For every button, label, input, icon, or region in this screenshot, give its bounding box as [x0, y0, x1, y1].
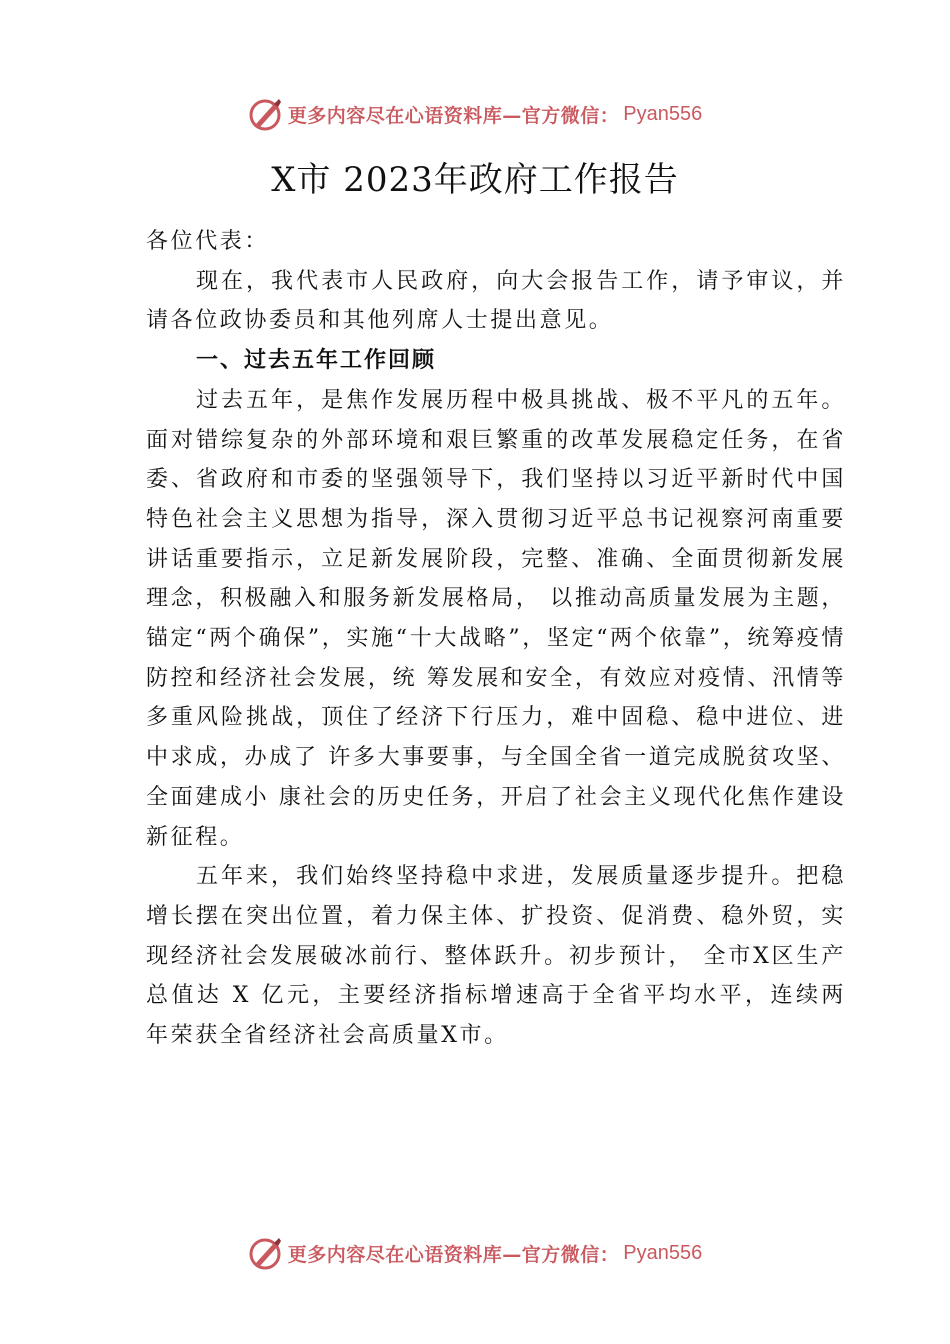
- banner-text: 更多内容尽在心语资料库—官方微信：: [287, 104, 620, 127]
- section-heading: 一、过去五年工作回顾: [196, 348, 437, 374]
- salutation: 各位代表：: [146, 229, 270, 254]
- footer-watermark-banner: [0, 1233, 950, 1273]
- banner-text: 更多内容尽在心语资料库—官方微信：: [287, 1243, 620, 1266]
- intro-paragraph: 现在，我代表市人民政府，向大会报告工作，请予审议，并请各位政协委员和其他列席人士提出意见。: [146, 268, 846, 334]
- pen-logo-icon: [248, 1235, 284, 1271]
- banner-wechat-id: Pyan556: [623, 102, 703, 125]
- header-watermark-banner: [0, 94, 950, 134]
- document-body: [146, 222, 846, 1056]
- review-paragraph: 过去五年，是焦作发展历程中极具挑战、极不平凡的五年。面对错综复杂的外部环境和艰巨繁重的改革发展稳定任务，在省委、省政府和市委的坚强领导下，我们坚持以习近平新时代中国特色社会主义思想为指导，深入贯彻习近平总书记视察河南重要讲话重要指示，立足新发展阶段，完整、准确、全面贯彻新发展理念，积极融入和服务新发展格局， 以推动高质量发展为主题，锚定“两个确保”，实施“十大战略”，坚定“两个依靠”，统筹疫情防控和经济社会发展，统 筹发展和安全，有效应对疫情、汛情等多重风险挑战，顶住了经济下行压力，难中固稳、稳中进位、进中求成，办成了 许多大事要事，与全国全省一道完成脱贫攻坚、全面建成小 康社会的历史任务，开启了社会主义现代化焦作建设新征程。: [146, 387, 846, 850]
- banner-wechat-id: Pyan556: [623, 1241, 703, 1264]
- document-title: X市 2023年政府工作报告: [271, 160, 679, 200]
- pen-logo-icon: [248, 96, 284, 132]
- progress-paragraph: 五年来，我们始终坚持稳中求进，发展质量逐步提升。把稳增长摆在突出位置，着力保主体、扩投资、促消费、稳外贸，实现经济社会发展破冰前行、整体跃升。初步预计， 全市X区生产总值达 X 亿元，主要经济指标增速高于全省平均水平，连续两年荣获全省经济社会高质量X市。: [146, 864, 846, 1049]
